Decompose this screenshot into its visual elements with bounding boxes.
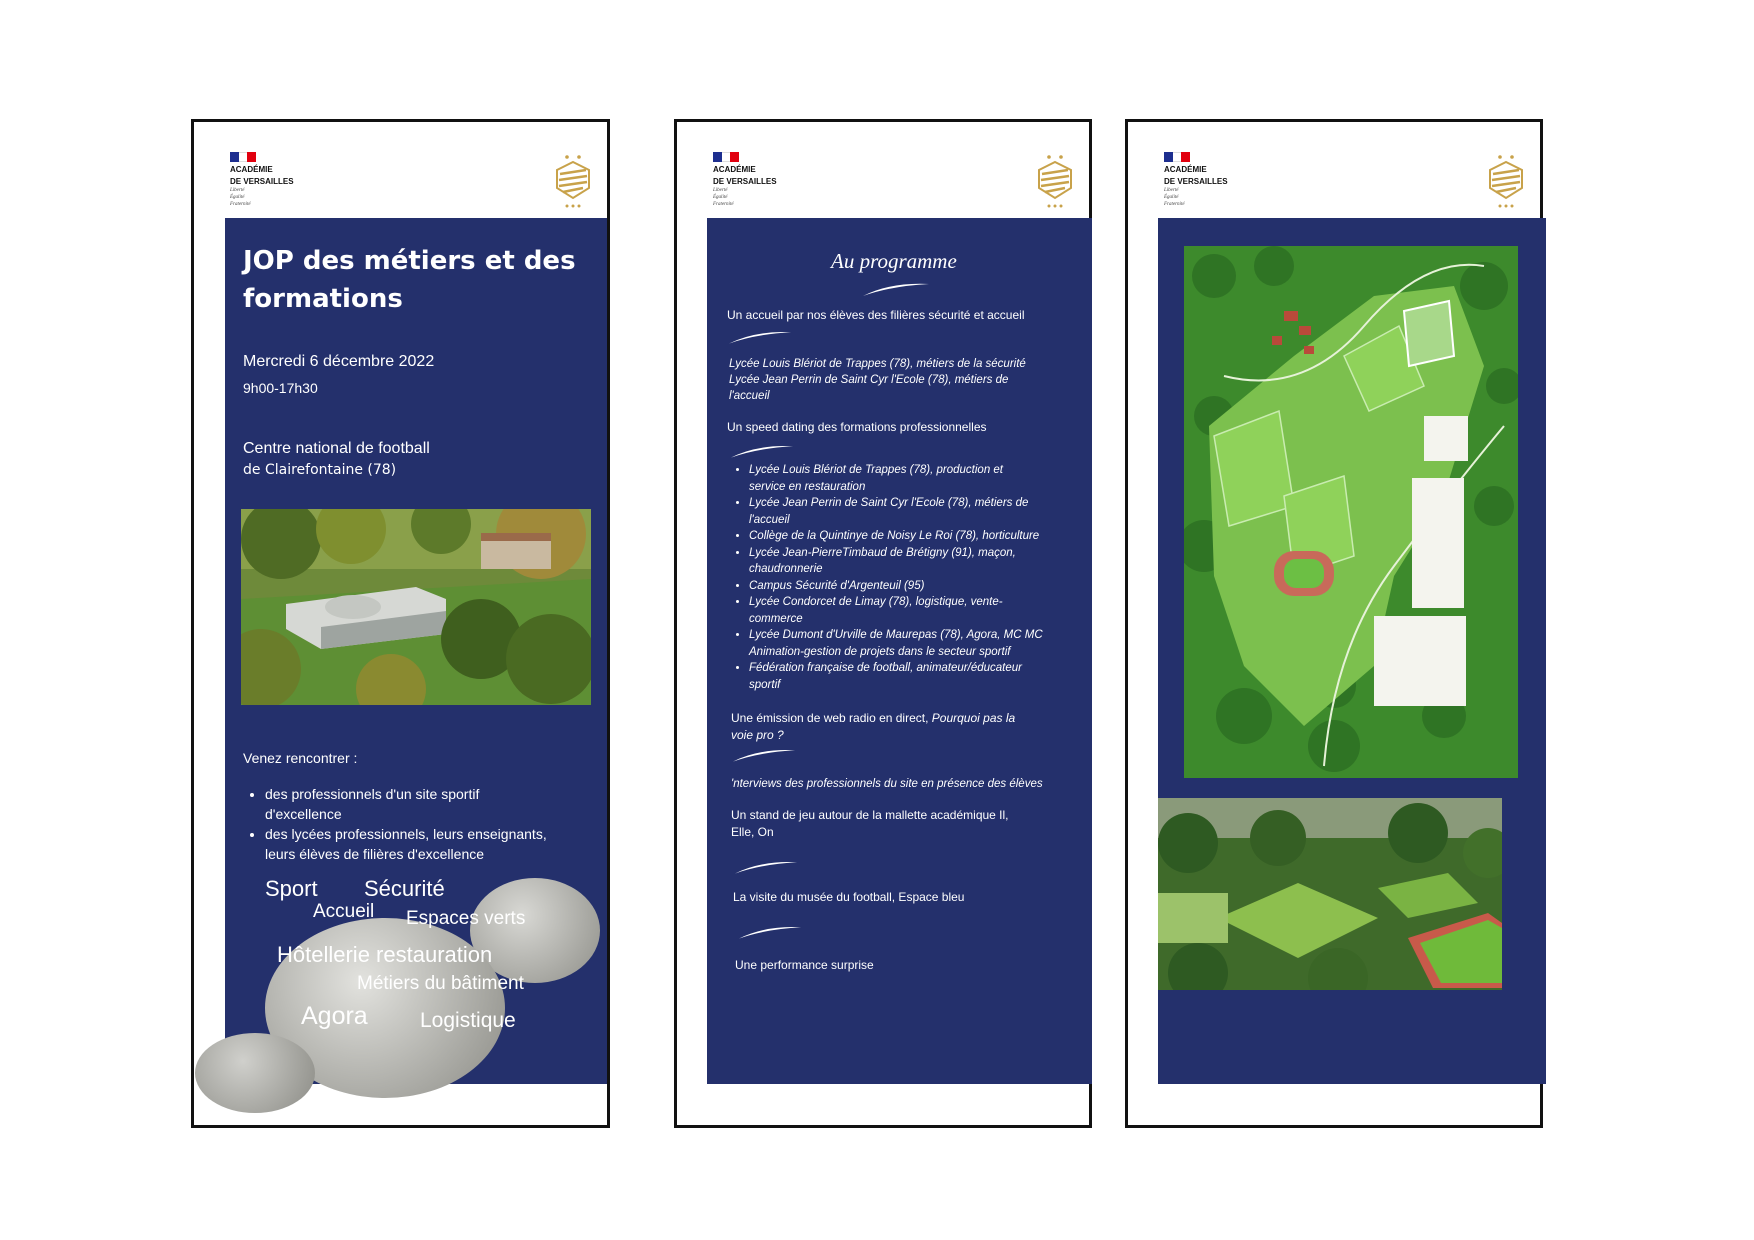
list-item: • Lycée Jean-PierreTimbaud de Brétigny (91), maçon, chaudronnerie <box>749 545 1043 578</box>
list-item: • Lycée Dumont d'Urville de Maurepas (78), Agora, MC MC Animation-gestion de projets dans le secteur sportif <box>749 627 1043 660</box>
interviews-line: 'nterviews des professionnels du site en présence des élèves <box>731 778 1043 790</box>
national-football-center-photo <box>241 509 591 705</box>
panel-header <box>194 122 607 218</box>
web-radio-line2: voie pro ? <box>731 728 784 742</box>
flyer-panel-cover <box>191 119 610 1128</box>
swoosh-divider <box>733 858 799 876</box>
meet-list <box>247 784 547 864</box>
stand-line1: Un stand de jeu autour de la mallette académique Il, <box>731 808 1009 822</box>
venue-line1: Centre national de football <box>243 440 430 457</box>
accueil-line1: Lycée Louis Blériot de Trappes (78), métiers de la sécurité <box>729 358 1026 370</box>
musee-line: La visite du musée du football, Espace bleu <box>733 890 965 904</box>
list-item: • Lycée Jean Perrin de Saint Cyr l'Ecole (78), métiers de l'accueil <box>749 495 1043 528</box>
keyword-hotellerie: Hôtellerie restauration <box>277 942 493 967</box>
swoosh-divider <box>731 746 797 764</box>
keyword-batiment: Métiers du bâtiment <box>357 973 524 994</box>
flyer-panel-programme <box>674 119 1092 1128</box>
motto-3: Fraternité <box>1164 202 1185 207</box>
academy-name-line2: DE VERSAILLES <box>713 177 777 186</box>
pebble-image <box>195 1033 315 1113</box>
academie-versailles-logo <box>713 152 777 207</box>
event-hours: 9h00-17h30 <box>243 380 318 396</box>
programme-heading: Au programme <box>831 249 957 273</box>
web-radio-line1: Une émission de web radio en direct, Pourquoi pas la <box>731 711 1016 725</box>
performance-line: Une performance surprise <box>735 958 874 972</box>
motto-1: Liberté <box>230 188 245 193</box>
list-item: • Lycée Condorcet de Limay (78), logistique, vente- commerce <box>749 594 1043 627</box>
speed-dating-list <box>731 462 1043 693</box>
motto-1: Liberté <box>1164 188 1179 193</box>
motto-1: Liberté <box>713 188 728 193</box>
panel-header <box>1128 122 1540 218</box>
french-flag-icon <box>713 152 739 162</box>
academy-name-line2: DE VERSAILLES <box>1164 177 1228 186</box>
swoosh-divider <box>729 442 795 460</box>
list-item: • Collège de la Quintinye de Noisy Le Roi (78), horticulture <box>749 528 1043 545</box>
site-navy-block <box>1158 218 1546 1084</box>
academie-versailles-logo <box>1164 152 1228 207</box>
list-item: • Campus Sécurité d'Argenteuil (95) <box>749 578 1043 595</box>
academy-name-line1: ACADÉMIE <box>713 165 756 174</box>
keyword-accueil: Accueil <box>313 901 375 922</box>
site-map-image <box>1184 246 1518 778</box>
academie-versailles-logo <box>230 152 294 207</box>
fff-crest-icon <box>551 152 595 212</box>
keyword-sport: Sport <box>265 876 318 901</box>
motto-2: Égalité <box>230 195 245 200</box>
stand-line2: Elle, On <box>731 825 774 839</box>
cover-title-line1: JOP des métiers et des <box>243 246 576 276</box>
venue-line2: de Clairefontaine (78) <box>243 462 397 478</box>
keyword-logistique: Logistique <box>420 1009 516 1032</box>
flyer-panel-site <box>1125 119 1543 1128</box>
accueil-line3: l'accueil <box>729 390 770 402</box>
meet-intro: Venez rencontrer : <box>243 750 358 766</box>
keyword-espaces-verts: Espaces verts <box>406 908 526 929</box>
fff-crest-icon <box>1484 152 1528 212</box>
list-item: • des lycées professionnels, leurs enseignants, leurs élèves de filières d'excellence <box>265 824 547 864</box>
motto-3: Fraternité <box>713 202 734 207</box>
swoosh-divider <box>737 923 803 941</box>
keyword-securite: Sécurité <box>364 876 445 901</box>
cover-title-line2: formations <box>243 284 403 314</box>
keyword-agora: Agora <box>301 1002 368 1030</box>
accueil-line2: Lycée Jean Perrin de Saint Cyr l'Ecole (78), métiers de <box>729 374 1009 386</box>
swoosh-divider <box>861 280 931 298</box>
aerial-pitches-photo <box>1158 798 1502 990</box>
french-flag-icon <box>1164 152 1190 162</box>
panel-header <box>677 122 1089 218</box>
french-flag-icon <box>230 152 256 162</box>
event-date: Mercredi 6 décembre 2022 <box>243 353 435 370</box>
motto-2: Égalité <box>713 195 728 200</box>
academy-name-line1: ACADÉMIE <box>230 165 273 174</box>
academy-name-line1: ACADÉMIE <box>1164 165 1207 174</box>
list-item: • Lycée Louis Blériot de Trappes (78), production et service en restauration <box>749 462 1043 495</box>
list-item: • des professionnels d'un site sportif d'excellence <box>265 784 547 824</box>
academy-name-line2: DE VERSAILLES <box>230 177 294 186</box>
accueil-title: Un accueil par nos élèves des filières sécurité et accueil <box>727 308 1025 322</box>
motto-2: Égalité <box>1164 195 1179 200</box>
list-item: • Fédération française de football, animateur/éducateur sportif <box>749 660 1043 693</box>
programme-navy-block <box>707 218 1092 1084</box>
cover-navy-block <box>225 218 607 1084</box>
swoosh-divider <box>727 328 793 346</box>
fff-crest-icon <box>1033 152 1077 212</box>
speed-dating-title: Un speed dating des formations professionnelles <box>727 420 987 434</box>
motto-3: Fraternité <box>230 202 251 207</box>
